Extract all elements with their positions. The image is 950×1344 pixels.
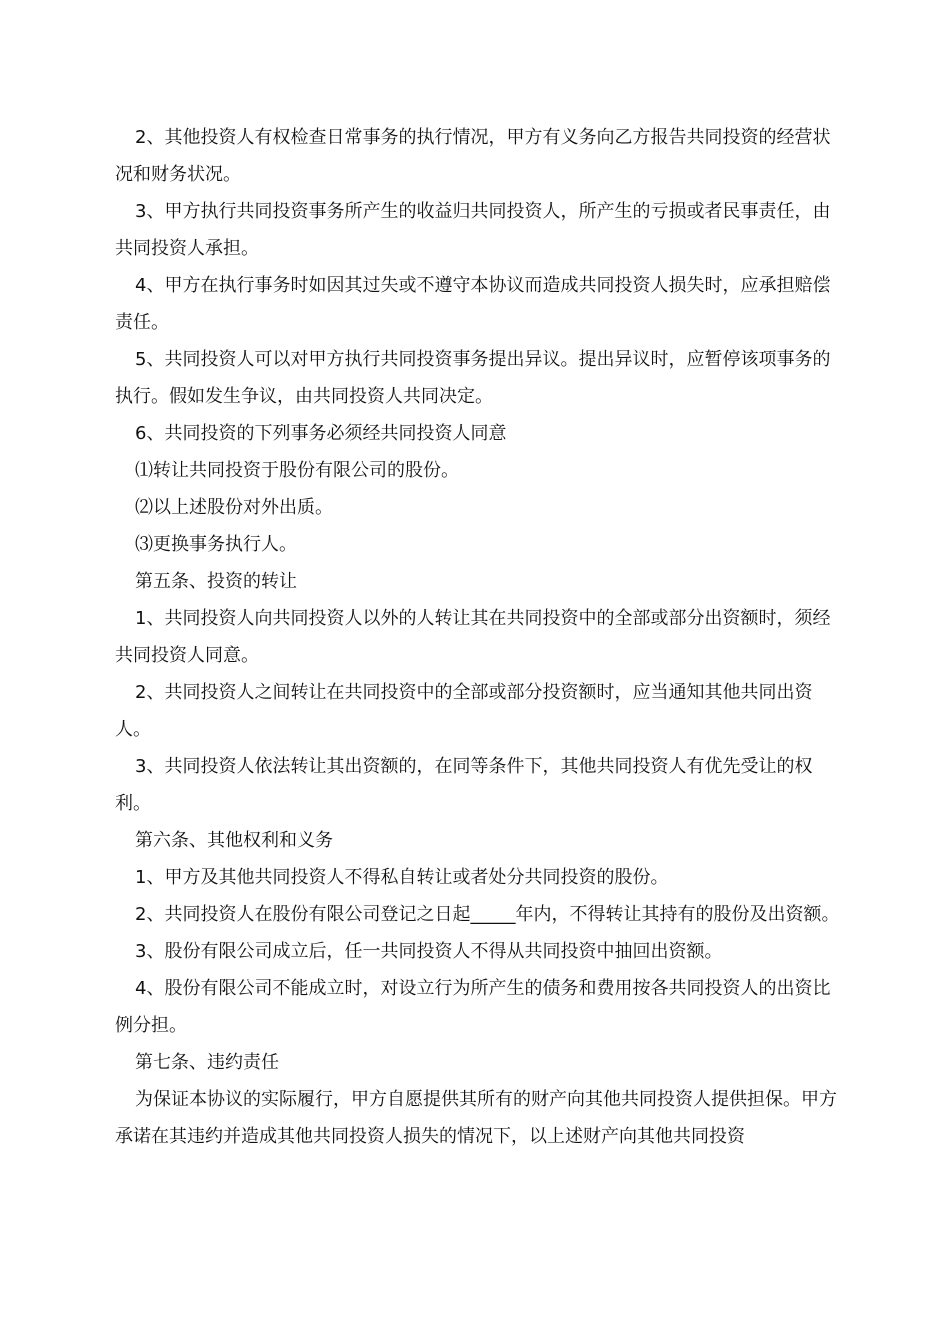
paragraph-5-objection: 5、共同投资人可以对甲方执行共同投资事务提出异议。提出异议时，应暂停该项事务的执行。假如发生争议，由共同投资人共同决定。 bbox=[115, 349, 831, 407]
article-6-clause-4: 4、股份有限公司不能成立时，对设立行为所产生的债务和费用按各共同投资人的出资比例分担。 bbox=[115, 978, 831, 1036]
document-body bbox=[115, 119, 845, 1155]
list-item-1-transfer-shares: ⑴转让共同投资于股份有限公司的股份。 bbox=[135, 460, 459, 481]
article-6-clause-1: 1、甲方及其他共同投资人不得私自转让或者处分共同投资的股份。 bbox=[135, 867, 669, 888]
list-item-2-pledge: ⑵以上述股份对外出质。 bbox=[135, 497, 333, 518]
article-5-clause-2: 2、共同投资人之间转让在共同投资中的全部或部分投资额时，应当通知其他共同出资人。 bbox=[115, 682, 813, 740]
article-6-heading: 第六条、其他权利和义务 bbox=[135, 830, 333, 851]
article-7-heading: 第七条、违约责任 bbox=[135, 1052, 279, 1073]
paragraph-4-compensation: 4、甲方在执行事务时如因其过失或不遵守本协议而造成共同投资人损失时，应承担赔偿责任。 bbox=[115, 275, 831, 333]
article-6-clause-3: 3、股份有限公司成立后，任一共同投资人不得从共同投资中抽回出资额。 bbox=[135, 941, 723, 962]
paragraph-3-profit-loss: 3、甲方执行共同投资事务所产生的收益归共同投资人，所产生的亏损或者民事责任，由共同投资人承担。 bbox=[115, 201, 831, 259]
article-5-clause-3: 3、共同投资人依法转让其出资额的，在同等条件下，其他共同投资人有优先受让的权利。 bbox=[115, 756, 813, 814]
article-5-heading: 第五条、投资的转让 bbox=[135, 571, 297, 592]
paragraph-6-consent-matters: 6、共同投资的下列事务必须经共同投资人同意 bbox=[135, 423, 507, 444]
list-item-3-replace-executor: ⑶更换事务执行人。 bbox=[135, 534, 297, 555]
paragraph-2-inspection-right: 2、其他投资人有权检查日常事务的执行情况，甲方有义务向乙方报告共同投资的经营状况和财务状况。 bbox=[115, 127, 831, 185]
article-6-clause-2: 2、共同投资人在股份有限公司登记之日起_____年内，不得转让其持有的股份及出资额。 bbox=[135, 904, 840, 925]
article-7-body: 为保证本协议的实际履行，甲方自愿提供其所有的财产向其他共同投资人提供担保。甲方承诺在其违约并造成其他共同投资人损失的情况下，以上述财产向其他共同投资 bbox=[115, 1089, 837, 1147]
article-5-clause-1: 1、共同投资人向共同投资人以外的人转让其在共同投资中的全部或部分出资额时，须经共同投资人同意。 bbox=[115, 608, 831, 666]
